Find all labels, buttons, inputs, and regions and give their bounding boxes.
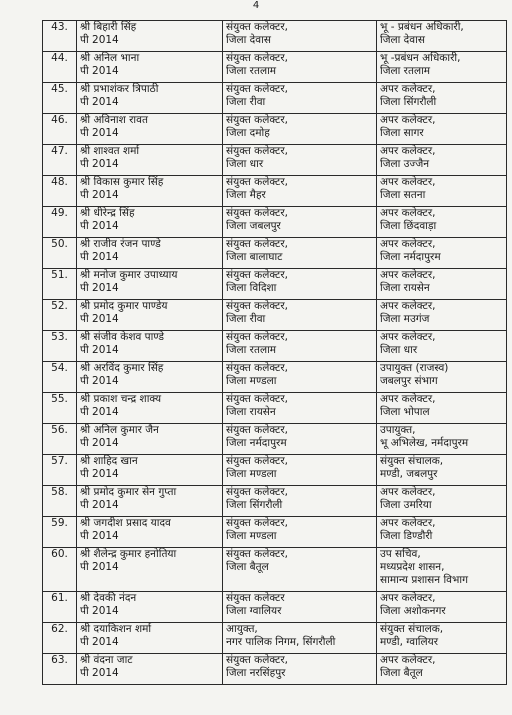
officer-cell-line: पी 2014: [80, 406, 119, 418]
officer-cell: [77, 176, 223, 207]
table-row: [43, 517, 507, 548]
new-posting-cell: [377, 455, 507, 486]
officer-cell-line: पी 2014: [80, 282, 119, 294]
new-posting-cell: [377, 517, 507, 548]
new-posting-cell-line: अपर कलेक्टर,: [380, 393, 436, 405]
table-row: [43, 145, 507, 176]
officer-cell-line: पी 2014: [80, 561, 119, 573]
current-posting-cell: [223, 52, 377, 83]
officer-cell-line: पी 2014: [80, 530, 119, 542]
current-posting-cell-line: जिला मण्डला: [226, 468, 277, 480]
new-posting-cell-line: जिला अशोकनगर: [380, 605, 446, 617]
serial-number-cell: 54.: [43, 362, 77, 393]
table-row: [43, 269, 507, 300]
current-posting-cell-line: जिला मण्डला: [226, 530, 277, 542]
current-posting-cell-line: संयुक्त कलेक्टर,: [226, 362, 288, 374]
current-posting-cell-line: संयुक्त कलेक्टर,: [226, 455, 288, 467]
officer-cell-line: श्री देवकी नंदन: [80, 592, 137, 604]
table-row: [43, 548, 507, 592]
new-posting-cell-line: जबलपुर संभाग: [380, 375, 438, 387]
new-posting-cell-line: अपर कलेक्टर,: [380, 238, 436, 250]
new-posting-cell-line: जिला रायसेन: [380, 282, 430, 294]
new-posting-cell: [377, 592, 507, 623]
officer-cell-line: पी 2014: [80, 344, 119, 356]
new-posting-cell-line: अपर कलेक्टर,: [380, 331, 436, 343]
new-posting-cell-line: जिला उमरिया: [380, 499, 432, 511]
table-row: [43, 592, 507, 623]
officer-cell-line: श्री अनिल कुमार जैन: [80, 424, 159, 436]
new-posting-cell-line: जिला छिंदवाड़ा: [380, 220, 437, 232]
current-posting-cell: [223, 654, 377, 685]
current-posting-cell-line: संयुक्त कलेक्टर,: [226, 654, 288, 666]
current-posting-cell-line: संयुक्त कलेक्टर,: [226, 83, 288, 95]
current-posting-cell: [223, 331, 377, 362]
table-row: [43, 83, 507, 114]
officer-cell: [77, 114, 223, 145]
serial-number-cell: 46.: [43, 114, 77, 145]
officer-cell: [77, 486, 223, 517]
officer-cell-line: पी 2014: [80, 313, 119, 325]
new-posting-cell-line: भू अभिलेख, नर्मदापुरम: [380, 437, 469, 449]
officer-cell-line: श्री अरविंद कुमार सिंह: [80, 362, 164, 374]
officer-cell-line: श्री धीरेन्द्र सिंह: [80, 207, 135, 219]
current-posting-cell-line: जिला रीवा: [226, 96, 266, 108]
new-posting-cell: [377, 654, 507, 685]
table-row: [43, 176, 507, 207]
current-posting-cell-line: संयुक्त कलेक्टर,: [226, 517, 288, 529]
new-posting-cell-line: अपर कलेक्टर,: [380, 145, 436, 157]
current-posting-cell: [223, 592, 377, 623]
officer-cell: [77, 238, 223, 269]
officer-cell-line: श्री बिहारी सिंह: [80, 21, 137, 33]
new-posting-cell: [377, 269, 507, 300]
current-posting-cell-line: जिला मैहर: [226, 189, 266, 201]
serial-number-cell: 58.: [43, 486, 77, 517]
table-row: [43, 486, 507, 517]
officer-cell-line: श्री वंदना जाट: [80, 654, 133, 666]
new-posting-cell: [377, 424, 507, 455]
new-posting-cell: [377, 114, 507, 145]
new-posting-cell: [377, 486, 507, 517]
new-posting-cell-line: जिला डिण्डौरी: [380, 530, 433, 542]
officer-cell: [77, 623, 223, 654]
current-posting-cell-line: जिला विदिशा: [226, 282, 277, 294]
officer-cell-line: श्री शैलेन्द्र कुमार हनोतिया: [80, 548, 177, 560]
current-posting-cell-line: जिला नर्मदापुरम: [226, 437, 287, 449]
current-posting-cell: [223, 623, 377, 654]
serial-number-cell: 60.: [43, 548, 77, 592]
new-posting-cell-line: सामान्य प्रशासन विभाग: [380, 574, 469, 586]
new-posting-cell-line: अपर कलेक्टर,: [380, 83, 436, 95]
new-posting-cell-line: उप सचिव,: [380, 548, 421, 560]
table-row: [43, 114, 507, 145]
current-posting-cell-line: संयुक्त कलेक्टर: [226, 592, 285, 604]
officer-cell-line: श्री शाहिद खान: [80, 455, 138, 467]
officer-cell-line: श्री विकास कुमार सिंह: [80, 176, 164, 188]
current-posting-cell: [223, 207, 377, 238]
table-row: [43, 424, 507, 455]
new-posting-cell: [377, 362, 507, 393]
new-posting-cell-line: जिला सतना: [380, 189, 426, 201]
table-row: [43, 455, 507, 486]
new-posting-cell-line: अपर कलेक्टर,: [380, 486, 436, 498]
current-posting-cell-line: संयुक्त कलेक्टर,: [226, 331, 288, 343]
officer-cell-line: श्री दयाकिशन शर्मा: [80, 623, 152, 635]
current-posting-cell-line: आयुक्त,: [226, 623, 258, 635]
officer-cell-line: श्री संजीव केशव पाण्डे: [80, 331, 164, 343]
officer-cell-line: श्री शाश्वत शर्मा: [80, 145, 140, 157]
transfer-table: [42, 20, 507, 685]
current-posting-cell-line: जिला जबलपुर: [226, 220, 281, 232]
new-posting-cell-line: अपर कलेक्टर,: [380, 517, 436, 529]
officer-cell-line: पी 2014: [80, 251, 119, 263]
new-posting-cell: [377, 393, 507, 424]
new-posting-cell-line: जिला धार: [380, 344, 418, 356]
new-posting-cell-line: जिला रतलाम: [380, 65, 431, 77]
new-posting-cell-line: अपर कलेक्टर,: [380, 114, 436, 126]
new-posting-cell-line: संयुक्त संचालक,: [380, 455, 444, 467]
current-posting-cell-line: जिला देवास: [226, 34, 271, 46]
current-posting-cell: [223, 114, 377, 145]
current-posting-cell: [223, 83, 377, 114]
serial-number-cell: 48.: [43, 176, 77, 207]
current-posting-cell-line: जिला सिंगरौली: [226, 499, 283, 511]
new-posting-cell-line: अपर कलेक्टर,: [380, 654, 436, 666]
new-posting-cell-line: मण्डी, ग्वालियर: [380, 636, 439, 648]
officer-cell-line: पी 2014: [80, 65, 119, 77]
new-posting-cell-line: अपर कलेक्टर,: [380, 300, 436, 312]
new-posting-cell: [377, 548, 507, 592]
serial-number-cell: 44.: [43, 52, 77, 83]
serial-number-cell: 51.: [43, 269, 77, 300]
current-posting-cell: [223, 269, 377, 300]
new-posting-cell-line: जिला भोपाल: [380, 406, 430, 418]
new-posting-cell-line: जिला बैतूल: [380, 667, 423, 679]
new-posting-cell: [377, 176, 507, 207]
current-posting-cell-line: जिला मण्डला: [226, 375, 277, 387]
new-posting-cell: [377, 207, 507, 238]
new-posting-cell-line: जिला नर्मदापुरम: [380, 251, 441, 263]
current-posting-cell-line: संयुक्त कलेक्टर,: [226, 269, 288, 281]
officer-cell: [77, 654, 223, 685]
current-posting-cell-line: संयुक्त कलेक्टर,: [226, 145, 288, 157]
officer-cell-line: पी 2014: [80, 605, 119, 617]
table-row: [43, 393, 507, 424]
table-row: [43, 21, 507, 52]
current-posting-cell-line: संयुक्त कलेक्टर,: [226, 238, 288, 250]
officer-cell-line: पी 2014: [80, 437, 119, 449]
current-posting-cell: [223, 362, 377, 393]
current-posting-cell-line: जिला बालाघाट: [226, 251, 283, 263]
current-posting-cell: [223, 455, 377, 486]
officer-cell: [77, 145, 223, 176]
current-posting-cell-line: जिला बैतूल: [226, 561, 269, 573]
serial-number-cell: 50.: [43, 238, 77, 269]
officer-cell: [77, 331, 223, 362]
new-posting-cell-line: जिला देवास: [380, 34, 425, 46]
officer-cell-line: पी 2014: [80, 220, 119, 232]
officer-cell-line: श्री प्रभाशंकर त्रिपाठी: [80, 83, 159, 95]
officer-cell: [77, 592, 223, 623]
current-posting-cell-line: संयुक्त कलेक्टर,: [226, 21, 288, 33]
new-posting-cell-line: भू - प्रबंधन अधिकारी,: [380, 21, 464, 33]
current-posting-cell-line: संयुक्त कलेक्टर,: [226, 486, 288, 498]
serial-number-cell: 57.: [43, 455, 77, 486]
current-posting-cell-line: संयुक्त कलेक्टर,: [226, 424, 288, 436]
table-row: [43, 362, 507, 393]
officer-cell-line: पी 2014: [80, 636, 119, 648]
officer-cell: [77, 393, 223, 424]
serial-number-cell: 45.: [43, 83, 77, 114]
new-posting-cell-line: जिला सागर: [380, 127, 424, 139]
table-row: [43, 623, 507, 654]
officer-cell: [77, 207, 223, 238]
new-posting-cell: [377, 83, 507, 114]
officer-cell-line: पी 2014: [80, 468, 119, 480]
new-posting-cell: [377, 623, 507, 654]
serial-number-cell: 61.: [43, 592, 77, 623]
new-posting-cell-line: जिला मउगंज: [380, 313, 430, 325]
serial-number-cell: 43.: [43, 21, 77, 52]
new-posting-cell-line: उपायुक्त (राजस्व): [380, 362, 449, 374]
current-posting-cell-line: संयुक्त कलेक्टर,: [226, 176, 288, 188]
new-posting-cell: [377, 331, 507, 362]
new-posting-cell: [377, 21, 507, 52]
officer-cell: [77, 517, 223, 548]
current-posting-cell-line: नगर पालिक निगम, सिंगरौली: [226, 636, 336, 648]
new-posting-cell: [377, 52, 507, 83]
officer-cell-line: श्री मनोज कुमार उपाध्याय: [80, 269, 178, 281]
current-posting-cell-line: संयुक्त कलेक्टर,: [226, 207, 288, 219]
officer-cell-line: श्री राजीव रंजन पाण्डे: [80, 238, 161, 250]
new-posting-cell: [377, 238, 507, 269]
current-posting-cell: [223, 300, 377, 331]
current-posting-cell: [223, 145, 377, 176]
officer-cell: [77, 300, 223, 331]
table-row: [43, 207, 507, 238]
serial-number-cell: 53.: [43, 331, 77, 362]
new-posting-cell: [377, 300, 507, 331]
officer-cell-line: पी 2014: [80, 34, 119, 46]
officer-cell-line: पी 2014: [80, 158, 119, 170]
serial-number-cell: 47.: [43, 145, 77, 176]
officer-cell-line: पी 2014: [80, 499, 119, 511]
current-posting-cell-line: जिला धार: [226, 158, 264, 170]
officer-cell-line: पी 2014: [80, 96, 119, 108]
current-posting-cell: [223, 424, 377, 455]
serial-number-cell: 63.: [43, 654, 77, 685]
page-number: 4: [252, 0, 260, 11]
new-posting-cell-line: अपर कलेक्टर,: [380, 176, 436, 188]
current-posting-cell: [223, 548, 377, 592]
new-posting-cell-line: भू -प्रबंधन अधिकारी,: [380, 52, 461, 64]
serial-number-cell: 62.: [43, 623, 77, 654]
table-row: [43, 52, 507, 83]
current-posting-cell-line: जिला दमोह: [226, 127, 270, 139]
new-posting-cell-line: मध्यप्रदेश शासन,: [380, 561, 445, 573]
current-posting-cell-line: संयुक्त कलेक्टर,: [226, 114, 288, 126]
officer-cell-line: श्री अविनाश रावत: [80, 114, 148, 126]
officer-cell-line: श्री प्रमोद कुमार सेन गुप्ता: [80, 486, 177, 498]
officer-cell: [77, 362, 223, 393]
officer-cell: [77, 83, 223, 114]
current-posting-cell: [223, 21, 377, 52]
new-posting-cell-line: अपर कलेक्टर,: [380, 592, 436, 604]
officer-cell-line: श्री अनिल भाना: [80, 52, 140, 64]
current-posting-cell-line: संयुक्त कलेक्टर,: [226, 52, 288, 64]
serial-number-cell: 49.: [43, 207, 77, 238]
current-posting-cell-line: जिला रीवा: [226, 313, 266, 325]
serial-number-cell: 52.: [43, 300, 77, 331]
officer-cell: [77, 52, 223, 83]
officer-cell: [77, 424, 223, 455]
new-posting-cell: [377, 145, 507, 176]
current-posting-cell: [223, 176, 377, 207]
officer-cell-line: श्री प्रमोद कुमार पाण्डेय: [80, 300, 168, 312]
current-posting-cell-line: संयुक्त कलेक्टर,: [226, 300, 288, 312]
table-row: [43, 300, 507, 331]
officer-cell-line: पी 2014: [80, 127, 119, 139]
serial-number-cell: 59.: [43, 517, 77, 548]
table-row: [43, 654, 507, 685]
current-posting-cell: [223, 517, 377, 548]
serial-number-cell: 55.: [43, 393, 77, 424]
new-posting-cell-line: संयुक्त संचालक,: [380, 623, 444, 635]
officer-cell: [77, 21, 223, 52]
officer-cell: [77, 548, 223, 592]
current-posting-cell-line: संयुक्त कलेक्टर,: [226, 548, 288, 560]
current-posting-cell: [223, 238, 377, 269]
current-posting-cell-line: जिला रतलाम: [226, 65, 277, 77]
new-posting-cell-line: जिला उज्जैन: [380, 158, 430, 170]
new-posting-cell-line: जिला सिंगरौली: [380, 96, 437, 108]
current-posting-cell-line: जिला नरसिंहपुर: [226, 667, 286, 679]
table-row: [43, 331, 507, 362]
current-posting-cell-line: जिला रतलाम: [226, 344, 277, 356]
officer-cell-line: पी 2014: [80, 667, 119, 679]
officer-cell-line: पी 2014: [80, 189, 119, 201]
officer-cell-line: पी 2014: [80, 375, 119, 387]
current-posting-cell-line: संयुक्त कलेक्टर,: [226, 393, 288, 405]
serial-number-cell: 56.: [43, 424, 77, 455]
new-posting-cell-line: अपर कलेक्टर,: [380, 207, 436, 219]
officer-cell: [77, 455, 223, 486]
table-row: [43, 238, 507, 269]
current-posting-cell-line: जिला रायसेन: [226, 406, 276, 418]
officer-cell-line: श्री प्रकाश चन्द्र शाक्य: [80, 393, 162, 405]
current-posting-cell-line: जिला ग्वालियर: [226, 605, 282, 617]
new-posting-cell-line: अपर कलेक्टर,: [380, 269, 436, 281]
current-posting-cell: [223, 393, 377, 424]
officer-cell: [77, 269, 223, 300]
new-posting-cell-line: उपायुक्त,: [380, 424, 416, 436]
new-posting-cell-line: मण्डी, जबलपुर: [380, 468, 438, 480]
current-posting-cell: [223, 486, 377, 517]
officer-cell-line: श्री जगदीश प्रसाद यादव: [80, 517, 171, 529]
